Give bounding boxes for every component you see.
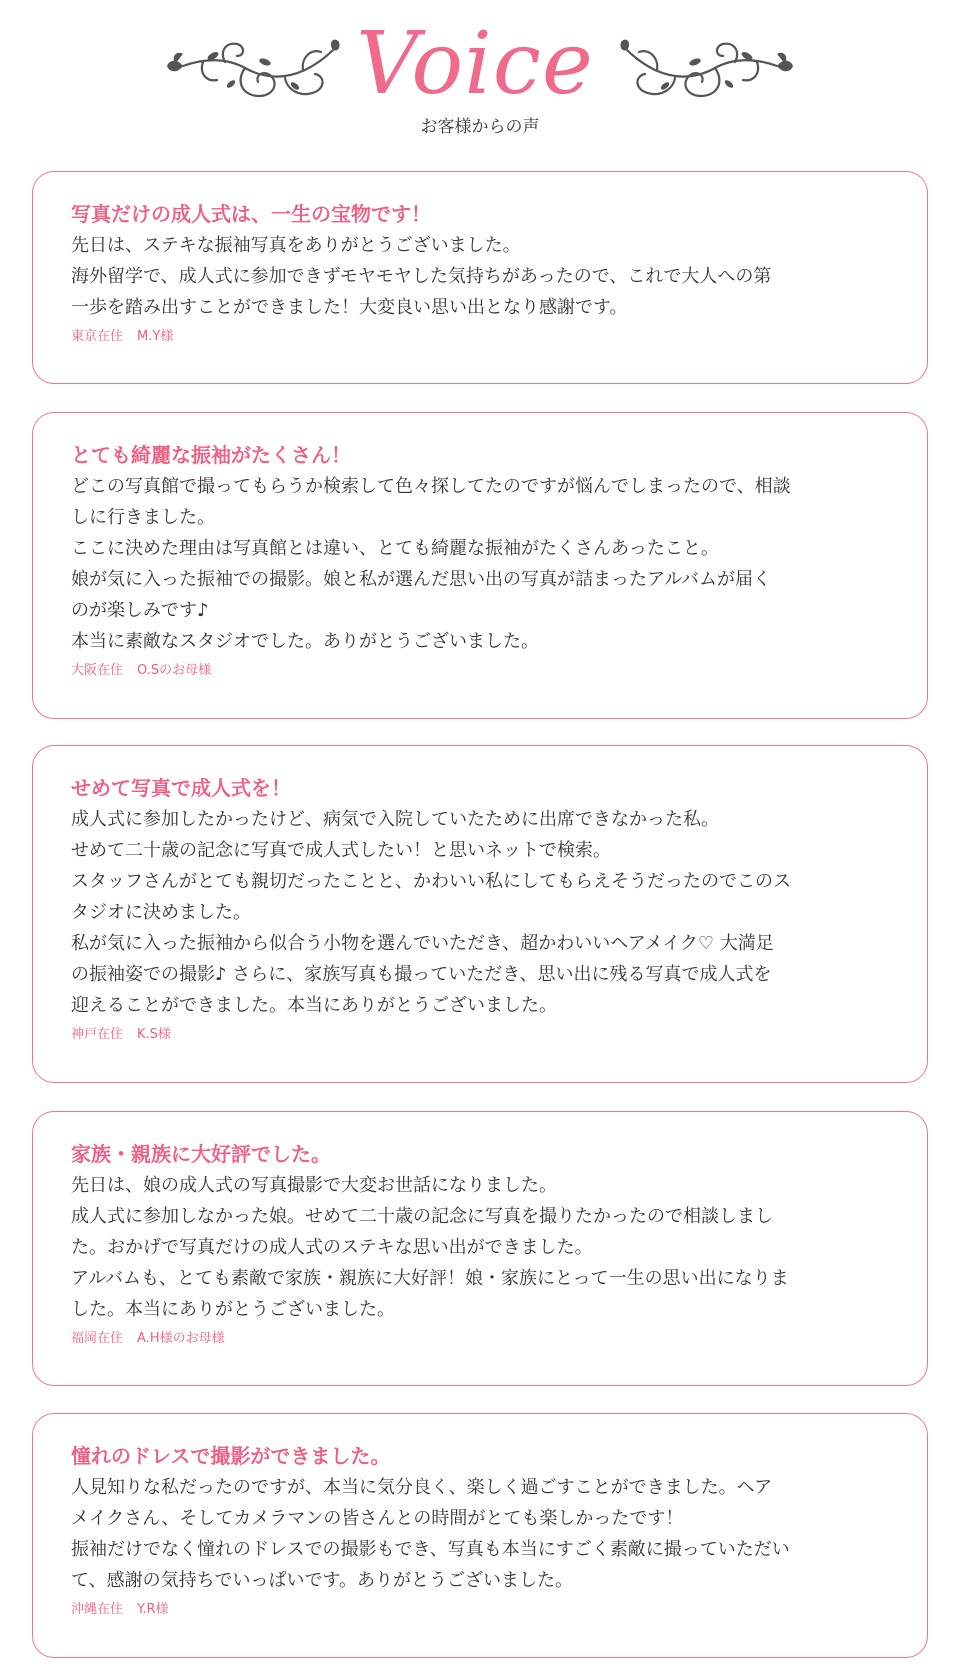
testimonial-author — [71, 1600, 889, 1620]
testimonial-author — [71, 661, 889, 681]
testimonial-line: 先日は、娘の成人式の写真撮影で大変お世話になりました。 — [71, 1175, 557, 1196]
author-location: 大阪在住 — [71, 663, 124, 678]
testimonial-line: て、感謝の気持ちでいっぱいです。ありがとうございました。 — [71, 1570, 574, 1591]
testimonial-body — [71, 471, 889, 657]
testimonial-line: 一歩を踏み出すことができました！大変良い思い出となり感謝です。 — [71, 297, 628, 318]
author-location: 福岡在住 — [71, 1331, 124, 1346]
voice-title: Voice — [356, 14, 594, 114]
testimonial-line: せめて二十歳の記念に写真で成人式したい！と思いネットで検索。 — [71, 840, 611, 861]
testimonial-title: 写真だけの成人式は、一生の宝物です！ — [71, 202, 431, 226]
testimonial-author — [71, 1329, 889, 1349]
testimonial-line: アルバムも、とても素敵で家族・親族に大好評！娘・家族にとって一生の思い出になりま — [71, 1268, 789, 1289]
author-location: 東京在住 — [71, 329, 124, 344]
testimonial-line: た。おかげで写真だけの成人式のステキな思い出ができました。 — [71, 1237, 593, 1258]
page-header — [0, 0, 960, 168]
testimonial-author — [71, 1025, 889, 1045]
testimonial-line: のが楽しみです♪ — [71, 600, 209, 621]
testimonial-title: せめて写真で成人式を！ — [71, 776, 291, 800]
testimonial-body — [71, 230, 889, 323]
testimonial-line: の振袖姿での撮影♪ さらに、家族写真も撮っていただき、思い出に残る写真で成人式を — [71, 964, 772, 985]
testimonial-line: メイクさん、そしてカメラマンの皆さんとの時間がとても楽しかったです！ — [71, 1508, 684, 1529]
author-location: 神戸在住 — [71, 1027, 124, 1042]
testimonial-line: 先日は、ステキな振袖写真をありがとうございました。 — [71, 235, 521, 256]
testimonial-line: ここに決めた理由は写真館とは違い、とても綺麗な振袖がたくさんあったこと。 — [71, 538, 719, 559]
testimonial-line: しに行きました。 — [71, 507, 215, 528]
voice-subtitle: お客様からの声 — [420, 117, 540, 137]
testimonial-line: 娘が気に入った振袖での撮影。娘と私が選んだ思い出の写真が詰まったアルバムが届く — [71, 569, 772, 590]
testimonial-line: 成人式に参加しなかった娘。せめて二十歳の記念に写真を撮りたかったので相談しまし — [71, 1206, 773, 1227]
testimonial-body — [71, 804, 889, 1021]
testimonial-card — [32, 412, 928, 719]
testimonial-line: 海外留学で、成人式に参加できずモヤモヤした気持ちがあったので、これで大人への第 — [71, 266, 772, 287]
testimonial-card — [32, 1413, 928, 1658]
testimonial-card — [32, 1111, 928, 1386]
testimonial-line: 迎えることができました。本当にありがとうございました。 — [71, 995, 557, 1016]
testimonial-body — [71, 1472, 889, 1596]
testimonial-line: タジオに決めました。 — [71, 902, 251, 923]
author-location: 沖縄在住 — [71, 1602, 124, 1617]
author-name: O.Sのお母様 — [137, 663, 212, 678]
testimonial-body — [71, 1170, 889, 1325]
testimonial-title: 憧れのドレスで撮影ができました。 — [71, 1444, 391, 1468]
floral-flourish-icon — [165, 36, 340, 106]
testimonial-card — [32, 745, 928, 1083]
testimonial-author — [71, 327, 889, 347]
testimonial-line: 成人式に参加したかったけど、病気で入院していたために出席できなかった私。 — [71, 809, 719, 830]
testimonial-card — [32, 171, 928, 384]
author-name: M.Y様 — [137, 329, 174, 344]
testimonial-title: とても綺麗な振袖がたくさん！ — [71, 443, 351, 467]
testimonial-line: 本当に素敵なスタジオでした。ありがとうございました。 — [71, 631, 539, 652]
testimonial-line: 私が気に入った振袖から似合う小物を選んでいただき、超かわいいヘアメイク♡ 大満足 — [71, 933, 774, 954]
testimonial-line: スタッフさんがとても親切だったことと、かわいい私にしてもらえそうだったのでこのス — [71, 871, 791, 892]
author-name: A.H様のお母様 — [137, 1331, 225, 1346]
author-name: Y.R様 — [137, 1602, 169, 1617]
author-name: K.S様 — [137, 1027, 171, 1042]
testimonial-line: どこの写真館で撮ってもらうか検索して色々探してたのですが悩んでしまったので、相談 — [71, 476, 791, 497]
testimonial-line: 振袖だけでなく憧れのドレスでの撮影もでき、写真も本当にすごく素敵に撮っていただい — [71, 1539, 790, 1560]
floral-flourish-icon — [620, 36, 795, 106]
testimonial-line: 人見知りな私だったのですが、本当に気分良く、楽しく過ごすことができました。ヘア — [71, 1477, 773, 1498]
testimonial-line: した。本当にありがとうございました。 — [71, 1299, 395, 1320]
testimonial-title: 家族・親族に大好評でした。 — [71, 1142, 331, 1166]
